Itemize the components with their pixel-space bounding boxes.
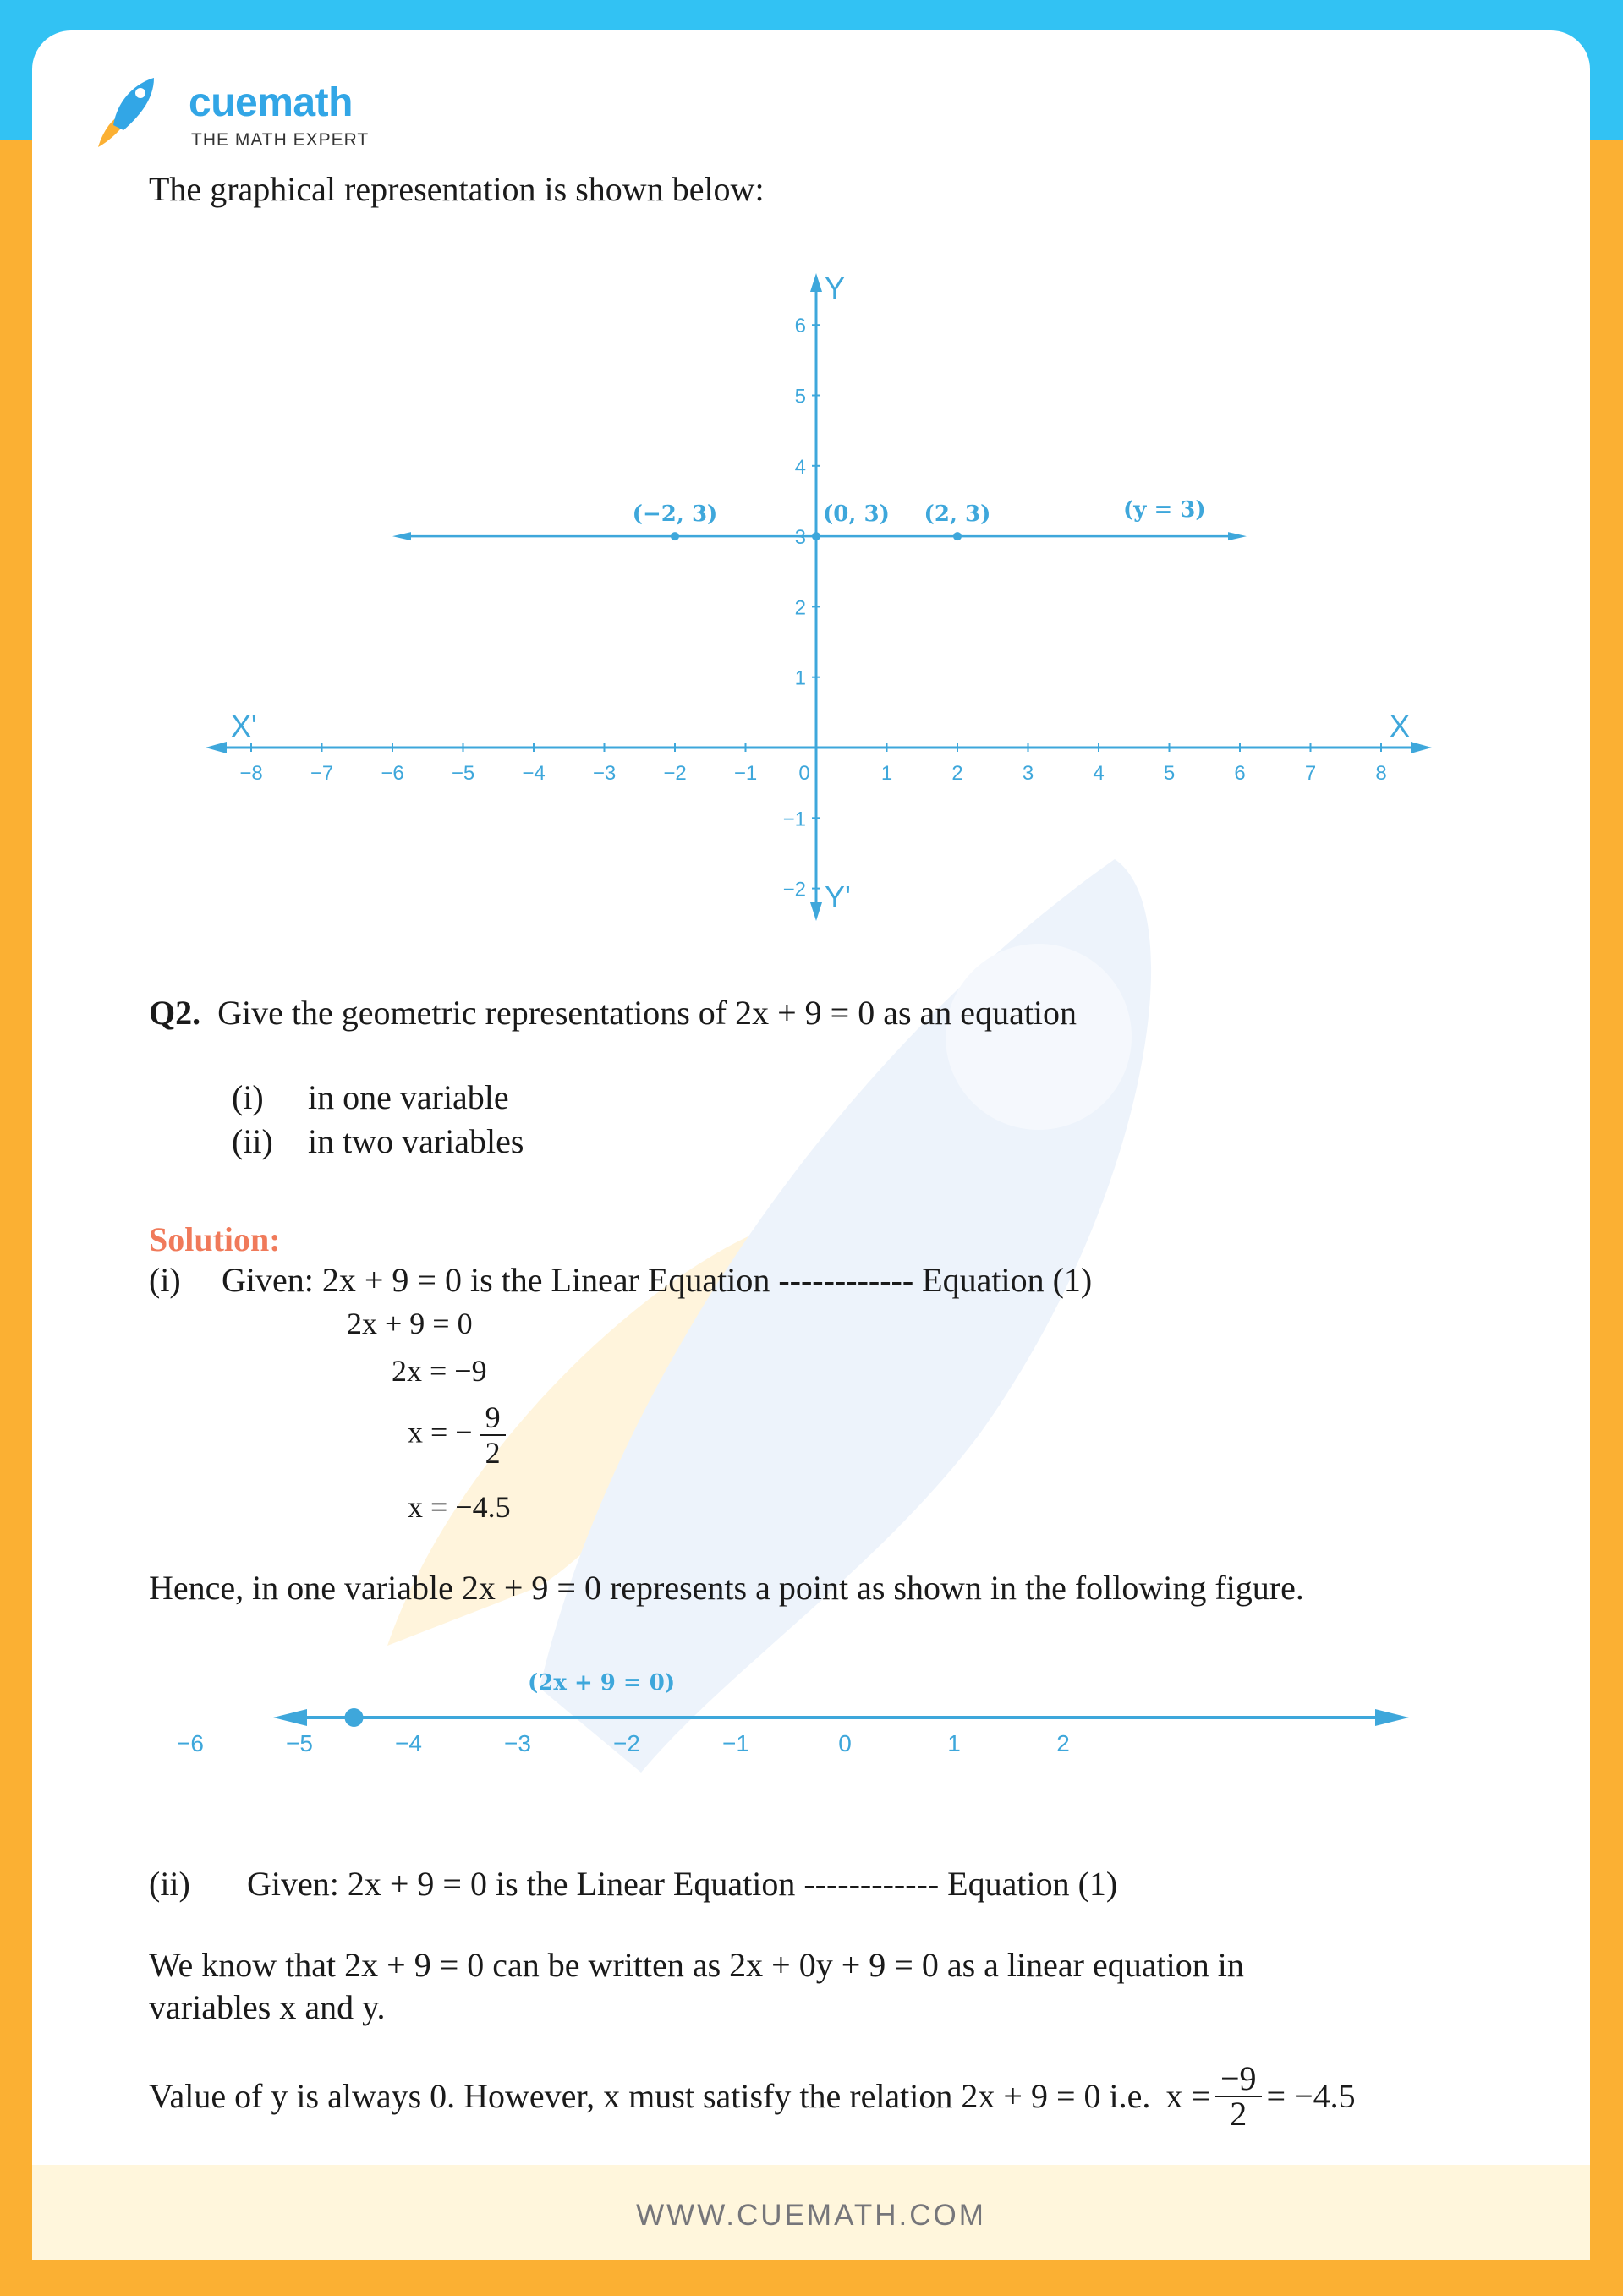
step-3-lhs: x = − bbox=[408, 1415, 473, 1449]
step-2: 2x = −9 bbox=[392, 1354, 487, 1388]
q2-question bbox=[149, 993, 1077, 1033]
value-denominator: 2 bbox=[1230, 2095, 1247, 2133]
line-arrow-right bbox=[1228, 532, 1247, 540]
number-line-arrow-left bbox=[273, 1709, 307, 1726]
x-tick-label: −8 bbox=[239, 762, 263, 785]
y-tick-label: 2 bbox=[794, 596, 806, 620]
x-tick-label: 3 bbox=[1022, 762, 1034, 785]
value-text: Value of y is always 0. However, x must satisfy the relation 2x + 9 = 0 i.e. bbox=[149, 2077, 1151, 2115]
number-line-tick-label: 1 bbox=[947, 1730, 961, 1756]
number-line-tick-label: 2 bbox=[1056, 1730, 1070, 1756]
value-line bbox=[149, 2059, 1356, 2133]
x-axis-arrow-right bbox=[1411, 742, 1432, 753]
step-4: x = −4.5 bbox=[408, 1490, 511, 1524]
point-label: (−2, 3) bbox=[632, 501, 718, 528]
number-line-tick-label: 0 bbox=[838, 1730, 852, 1756]
number-line-tick-label: −1 bbox=[722, 1730, 749, 1756]
solution-part-i-num: (i) bbox=[149, 1261, 181, 1299]
q2-prompt: Give the geometric representations of 2x + 9 = 0 as an equation bbox=[217, 994, 1077, 1032]
q2-part-ii bbox=[232, 1121, 524, 1162]
y-tick-label: 5 bbox=[794, 385, 806, 408]
step-3-denominator: 2 bbox=[485, 1436, 501, 1470]
step-3 bbox=[408, 1400, 506, 1470]
rocket-logo-icon bbox=[91, 74, 159, 151]
plotted-point bbox=[812, 532, 820, 540]
x-tick-label: 1 bbox=[880, 762, 893, 785]
y-tick-label: 4 bbox=[794, 455, 806, 479]
number-line-tick-label: −5 bbox=[286, 1730, 313, 1756]
value-fraction bbox=[1215, 2059, 1262, 2133]
y-tick-label: 3 bbox=[794, 526, 806, 550]
x-tick-label: −7 bbox=[310, 762, 334, 785]
y-axis-arrow-up bbox=[810, 273, 822, 292]
step-3-fraction bbox=[480, 1400, 506, 1470]
x-tick-label: −2 bbox=[663, 762, 687, 785]
x-tick-label: 8 bbox=[1375, 762, 1387, 785]
number-line-point-label: (2x + 9 = 0) bbox=[528, 1670, 676, 1696]
y-neg-axis-label: Y' bbox=[825, 879, 851, 914]
point-label: (0, 3) bbox=[823, 501, 890, 528]
number-line-tick-label: −4 bbox=[395, 1730, 422, 1756]
line-label-y-eq-3: (y = 3) bbox=[1123, 497, 1206, 523]
x-tick-label: 5 bbox=[1163, 762, 1176, 785]
number-line-tick-label: −2 bbox=[613, 1730, 640, 1756]
hence-text: Hence, in one variable 2x + 9 = 0 represents a point as shown in the following figure. bbox=[149, 1569, 1304, 1607]
x-tick-label: 0 bbox=[798, 762, 810, 785]
y-tick-label: −1 bbox=[782, 808, 806, 831]
x-tick-label: −4 bbox=[522, 762, 546, 785]
intro-text: The graphical representation is shown below: bbox=[149, 170, 765, 208]
x-tick-label: 7 bbox=[1304, 762, 1317, 785]
solution-part-i-given bbox=[149, 1260, 1092, 1301]
y-tick-label: 1 bbox=[794, 666, 806, 690]
x-tick-label: −1 bbox=[733, 762, 758, 785]
value-lhs: x = bbox=[1165, 2077, 1210, 2115]
know-line-2: variables x and y. bbox=[149, 1988, 386, 2026]
number-line-tick-label: −3 bbox=[504, 1730, 531, 1756]
footer-band bbox=[32, 2165, 1590, 2260]
y-tick-label: −2 bbox=[782, 878, 806, 901]
logo-wordmark-text: cuemath bbox=[189, 80, 353, 125]
number-line-point bbox=[345, 1708, 364, 1727]
plotted-point bbox=[953, 532, 962, 540]
q2-label: Q2. bbox=[149, 994, 201, 1032]
q2-part-ii-text: in two variables bbox=[308, 1122, 524, 1160]
y-axis-arrow-down bbox=[810, 902, 822, 921]
x-neg-axis-label: X' bbox=[231, 709, 257, 743]
value-rhs: = −4.5 bbox=[1266, 2077, 1356, 2115]
x-tick-label: −5 bbox=[451, 762, 475, 785]
x-tick-label: 6 bbox=[1234, 762, 1246, 785]
point-label: (2, 3) bbox=[924, 501, 991, 528]
logo-tagline: THE MATH EXPERT bbox=[191, 130, 370, 150]
solution-part-ii-given bbox=[149, 1864, 1117, 1904]
line-arrow-left bbox=[392, 532, 411, 540]
x-axis-arrow-left bbox=[206, 742, 227, 753]
page-card bbox=[32, 30, 1590, 2260]
solution-heading: Solution: bbox=[149, 1220, 281, 1258]
plotted-point bbox=[671, 532, 679, 540]
solution-part-i-text: Given: 2x + 9 = 0 is the Linear Equation ------------ Equation (1) bbox=[222, 1261, 1093, 1299]
logo-wordmark bbox=[189, 79, 353, 126]
y-tick-label: 6 bbox=[794, 315, 806, 338]
solution-part-ii-text: Given: 2x + 9 = 0 is the Linear Equation ------------ Equation (1) bbox=[247, 1865, 1118, 1903]
know-line-1: We know that 2x + 9 = 0 can be written as 2x + 0y + 9 = 0 as a linear equation in bbox=[149, 1946, 1244, 1984]
step-1: 2x + 9 = 0 bbox=[347, 1307, 473, 1340]
x-tick-label: −6 bbox=[381, 762, 404, 785]
q2-part-ii-num: (ii) bbox=[232, 1122, 273, 1160]
footer-url: WWW.CUEMATH.COM bbox=[636, 2199, 986, 2232]
number-line bbox=[177, 1646, 1419, 1764]
x-tick-label: 4 bbox=[1093, 762, 1105, 785]
number-line-tick-label: −6 bbox=[177, 1730, 204, 1756]
x-tick-label: 2 bbox=[951, 762, 963, 785]
q2-part-i bbox=[232, 1077, 509, 1118]
y-pos-axis-label: Y bbox=[825, 271, 846, 305]
number-line-arrow-right bbox=[1375, 1709, 1409, 1726]
value-numerator: −9 bbox=[1215, 2062, 1262, 2097]
q2-part-i-text: in one variable bbox=[308, 1078, 509, 1116]
solution-part-ii-num: (ii) bbox=[149, 1865, 190, 1903]
step-3-numerator: 9 bbox=[480, 1400, 506, 1436]
x-tick-label: −3 bbox=[592, 762, 617, 785]
q2-part-i-num: (i) bbox=[232, 1078, 264, 1116]
x-pos-axis-label: X bbox=[1390, 709, 1411, 743]
coordinate-graph bbox=[159, 246, 1461, 931]
